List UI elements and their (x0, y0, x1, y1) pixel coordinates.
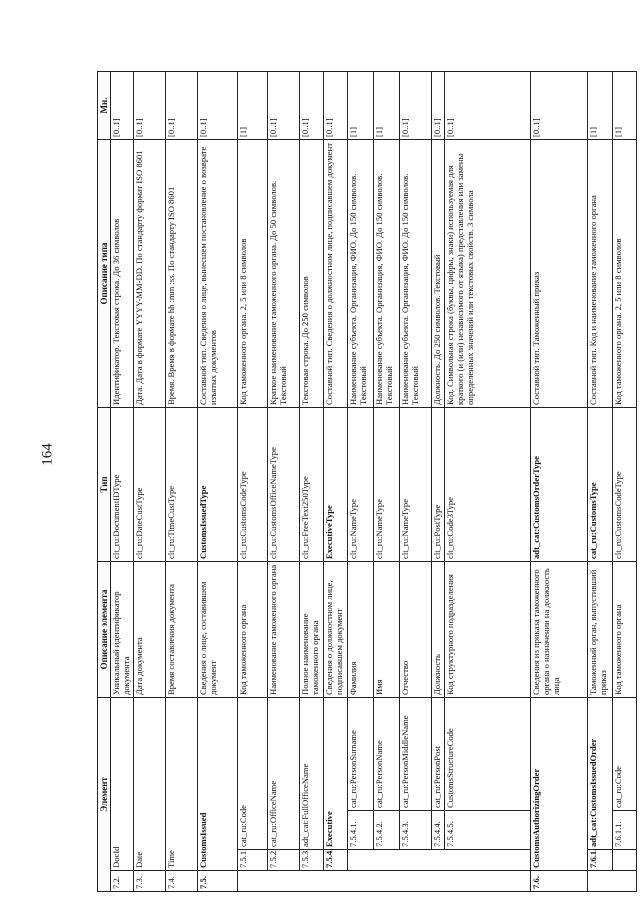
multiplicity: [1] (348, 72, 374, 140)
element-type: clt_ru:CustomsCodeType (238, 408, 268, 562)
element-type: clt_ru:FreeText250Type (300, 408, 324, 562)
row-number: 7.6. (531, 871, 588, 892)
type-description: Составной тип. Сведения о лице, вынесшем постановление о возврате изъятых документов (198, 140, 238, 408)
element-description: Дата документа (134, 562, 166, 698)
element-name: adt_cat:CustomsIssuedOrder (588, 698, 613, 850)
row-number: 7.5.4.3. (400, 811, 432, 850)
element-type: CustomsIssuedType (198, 408, 238, 562)
element-description: Таможенный орган, выпустивший приказ (588, 562, 613, 698)
multiplicity: [1] (613, 72, 637, 140)
row-number: 7.6.1.1. (613, 811, 637, 850)
type-description: Код таможенного органа. 2, 5 или 8 символов (613, 140, 637, 408)
element-name: cat_ru:Code (238, 698, 268, 850)
type-description: Должность. До 250 символов. Текстовый (432, 140, 445, 408)
multiplicity: [0..1] (111, 72, 134, 140)
type-description: Составной тип. Код и наименование таможенного органа (588, 140, 613, 408)
table-row (531, 72, 588, 892)
element-type: cat_ru:CustomsType (588, 408, 613, 562)
element-name: DocId (111, 698, 134, 871)
element-description: Сведения из приказа таможенного органа о назначении на должность лица (531, 562, 588, 698)
element-type: clt_ru:CustomsOfficeNameType (268, 408, 300, 562)
element-type: clt_ru:DateCustType (134, 408, 166, 562)
table-row (134, 72, 166, 892)
table-row (374, 72, 400, 892)
table-row (300, 72, 324, 892)
header-mult: Мн. (98, 72, 111, 140)
type-description: Время. Время в формате hh :mm :ss. По стандарту ISO 8601 (166, 140, 198, 408)
element-description: Отчество (400, 562, 432, 698)
element-type: clt_ru:NameType (374, 408, 400, 562)
row-number: 7.5.4.5. (445, 811, 531, 850)
row-number: 7.5.4.4. (432, 811, 445, 850)
element-type: clt_ru:NameType (348, 408, 374, 562)
element-name: cat_ru:PersonMiddleName (400, 698, 432, 811)
row-number: 7.3. (134, 871, 166, 892)
element-name: Date (134, 698, 166, 871)
multiplicity: [0..1] (400, 72, 432, 140)
element-type: clt_ru:Code3Type (445, 408, 531, 562)
table-row (268, 72, 300, 892)
table-row (400, 72, 432, 892)
type-description: Краткое наименование таможенного органа. До 50 символов. Текстовый (268, 140, 300, 408)
type-description: Наименование субъекта. Организация, ФИО. До 150 символов. Текстовый (348, 140, 374, 408)
row-number: 7.5. (198, 871, 238, 892)
multiplicity: [0..1] (198, 72, 238, 140)
type-description: Дата. Дата в формате YYYY-MM-DD. По стандарту формат ISO 8601 (134, 140, 166, 408)
element-name: cat_ru:OfficeName (268, 698, 300, 850)
multiplicity: [1] (374, 72, 400, 140)
multiplicity: [0..1] (166, 72, 198, 140)
element-type: clt_ru:PostType (432, 408, 445, 562)
type-description: Составной тип. Сведения о должностном лице, подписавшем документ (324, 140, 348, 408)
element-name: CustomsStructureCode (445, 698, 531, 811)
table-row (111, 72, 134, 892)
row-number: 7.5.3. (300, 850, 324, 871)
header-type: Тип (98, 408, 111, 562)
element-description: Должность (432, 562, 445, 698)
row-number: 7.5.4. (324, 850, 348, 871)
multiplicity: [1] (238, 72, 268, 140)
element-type: clt_ru:TimeCustType (166, 408, 198, 562)
table-row (432, 72, 445, 892)
element-name: cat_ru:PersonName (374, 698, 400, 811)
type-description: Наименование субъекта. Организация, ФИО. До 150 символов. Текстовый (374, 140, 400, 408)
row-number: 7.2. (111, 871, 134, 892)
table-row (445, 72, 531, 892)
row-number: 7.5.4.1. (348, 811, 374, 850)
table-row (324, 72, 348, 892)
element-name: cat_ru:PersonPost (432, 698, 445, 811)
multiplicity: [0..1] (432, 72, 445, 140)
element-type: ExecutiveType (324, 408, 348, 562)
page-number: 164 (39, 443, 56, 466)
element-description: Уникальный идентификатор документа (111, 562, 134, 698)
row-number: 7.4. (166, 871, 198, 892)
element-description: Имя (374, 562, 400, 698)
table-row (238, 72, 268, 892)
table-row (613, 72, 637, 892)
element-description: Сведения о лице, составившем документ (198, 562, 238, 698)
element-description: Сведения о должностном лице, подписавшем документ (324, 562, 348, 698)
type-description: Составной тип. Таможенный приказ (531, 140, 588, 408)
element-type: adt_cat:CustomsOrderType (531, 408, 588, 562)
element-description: Фамилия (348, 562, 374, 698)
type-description: Наименование субъекта. Организация, ФИО. До 150 символов. Текстовый (400, 140, 432, 408)
element-type: clt_ru:NameType (400, 408, 432, 562)
rotated-page (97, 72, 624, 892)
header-row (98, 72, 111, 892)
type-description: Код. Символьная строка (буквы, цифры, знаки) используемая для краткого (и (или) независимого от языка) представления или замены определенных значений или текстовых свойств. 3 символа (445, 140, 531, 408)
element-description: Время составления документа (166, 562, 198, 698)
element-description: Код таможенного органа (613, 562, 637, 698)
table-row (166, 72, 198, 892)
document-table-container (97, 72, 624, 892)
row-number: 7.5.1. (238, 850, 268, 871)
elements-table (97, 71, 637, 892)
multiplicity: [0..1] (531, 72, 588, 140)
type-description: Идентификатор. Текстовая строка. До 36 символов (111, 140, 134, 408)
row-number: 7.5.2. (268, 850, 300, 871)
element-description: Код структурного подразделения (445, 562, 531, 698)
row-number: 7.5.4.2. (374, 811, 400, 850)
header-element: Элемент (98, 698, 111, 892)
element-name: Executive (324, 698, 348, 850)
table-row (198, 72, 238, 892)
element-name: cat_ru:Code (613, 698, 637, 811)
type-description: Код таможенного органа. 2, 5 или 8 символов (238, 140, 268, 408)
element-description: Полное наименование таможенного органа (300, 562, 324, 698)
row-number: 7.6.1. (588, 850, 613, 871)
element-name: Time (166, 698, 198, 871)
table-row (348, 72, 374, 892)
element-name: CustomsIssued (198, 698, 238, 871)
multiplicity: [0..1] (268, 72, 300, 140)
table-row (588, 72, 613, 892)
header-element-desc: Описание элемента (98, 562, 111, 698)
element-type: clt_ru:DocumentIDType (111, 408, 134, 562)
multiplicity: [0..1] (324, 72, 348, 140)
element-description: Наименование таможенного органа (268, 562, 300, 698)
multiplicity: [1] (588, 72, 613, 140)
element-name: cat_ru:PersonSurname (348, 698, 374, 811)
element-name: CustomsAuthorizingOrder (531, 698, 588, 871)
element-name: adt_cat:FullOfficeName (300, 698, 324, 850)
type-description: Текстовая строка. До 250 символов (300, 140, 324, 408)
multiplicity: [0..1] (300, 72, 324, 140)
element-type: clt_ru:CustomsCodeType (613, 408, 637, 562)
element-description: Код таможенного органа (238, 562, 268, 698)
multiplicity: [0..1] (445, 72, 531, 140)
header-type-desc: Описание типа (98, 140, 111, 408)
multiplicity: [0..1] (134, 72, 166, 140)
